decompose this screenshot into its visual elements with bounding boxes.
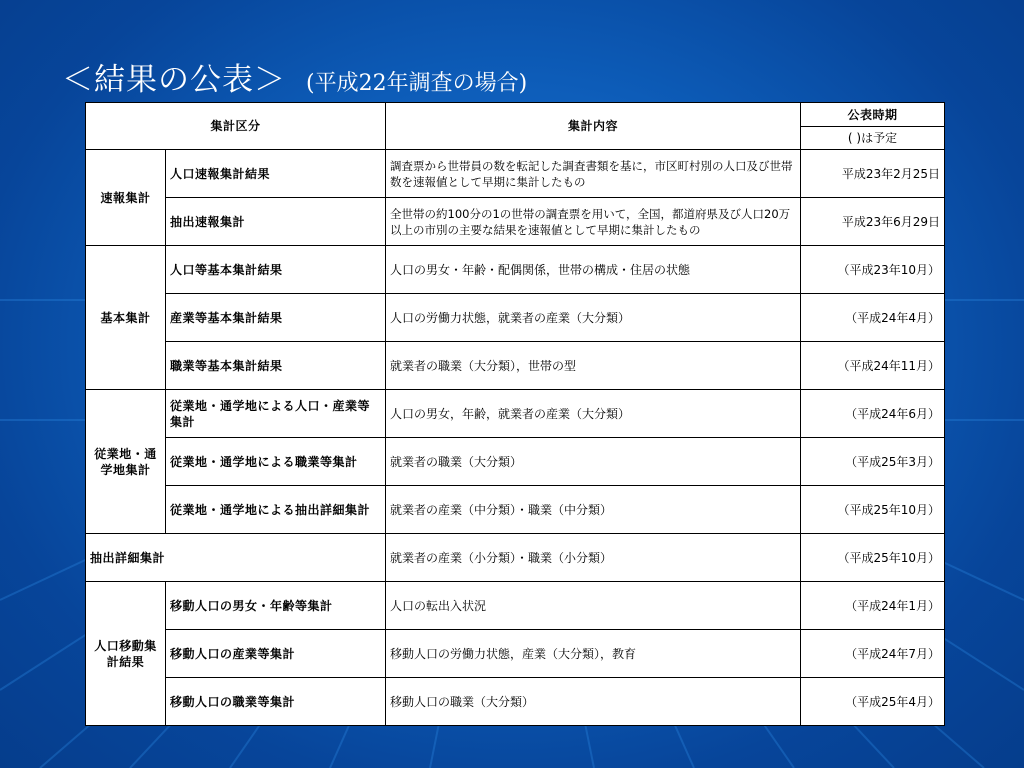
- row-period: （平成24年4月）: [801, 294, 945, 342]
- row-content: 就業者の産業（中分類）・職業（中分類）: [386, 486, 801, 534]
- group-label: 従業地・通学地集計: [86, 390, 166, 534]
- table-row: [86, 294, 945, 342]
- row-period: （平成24年6月）: [801, 390, 945, 438]
- row-content: 全世帯の約100分の1の世帯の調査票を用いて，全国，都道府県及び人口20万以上の市別の主要な結果を速報値として早期に集計したもの: [386, 198, 801, 246]
- row-period: （平成25年10月）: [801, 486, 945, 534]
- row-name: 人口速報集計結果: [166, 150, 386, 198]
- header-row: [86, 103, 945, 127]
- row-content: 移動人口の職業（大分類）: [386, 678, 801, 726]
- row-name: 人口等基本集計結果: [166, 246, 386, 294]
- row-name: 従業地・通学地による抽出詳細集計: [166, 486, 386, 534]
- table-row: [86, 246, 945, 294]
- row-name: 産業等基本集計結果: [166, 294, 386, 342]
- table-row: [86, 630, 945, 678]
- row-period: 平成23年6月29日: [801, 198, 945, 246]
- title-main: ＜結果の公表＞: [62, 62, 286, 98]
- row-period: （平成25年3月）: [801, 438, 945, 486]
- group-label: 抽出詳細集計: [86, 534, 386, 582]
- group-label: 速報集計: [86, 150, 166, 246]
- table-row: [86, 342, 945, 390]
- slide-title: [62, 54, 527, 99]
- row-name: 移動人口の男女・年齢等集計: [166, 582, 386, 630]
- table-row: [86, 678, 945, 726]
- row-content: 人口の男女，年齢，就業者の産業（大分類）: [386, 390, 801, 438]
- table-row: [86, 198, 945, 246]
- row-name: 移動人口の産業等集計: [166, 630, 386, 678]
- row-name: 抽出速報集計: [166, 198, 386, 246]
- table-row: [86, 486, 945, 534]
- row-period: （平成24年1月）: [801, 582, 945, 630]
- row-name: 従業地・通学地による人口・産業等集計: [166, 390, 386, 438]
- group-label: 人口移動集計結果: [86, 582, 166, 726]
- row-name: 移動人口の職業等集計: [166, 678, 386, 726]
- row-name: 職業等基本集計結果: [166, 342, 386, 390]
- row-period: （平成24年11月）: [801, 342, 945, 390]
- group-label: 基本集計: [86, 246, 166, 390]
- row-content: 人口の男女・年齢・配偶関係，世帯の構成・住居の状態: [386, 246, 801, 294]
- table-row: [86, 582, 945, 630]
- table-row: [86, 390, 945, 438]
- row-content: 就業者の産業（小分類）・職業（小分類）: [386, 534, 801, 582]
- title-sub: (平成22年調査の場合): [306, 71, 528, 96]
- row-period: 平成23年2月25日: [801, 150, 945, 198]
- row-period: （平成23年10月）: [801, 246, 945, 294]
- row-content: 人口の転出入状況: [386, 582, 801, 630]
- row-content: 就業者の職業（大分類）: [386, 438, 801, 486]
- row-content: 移動人口の労働力状態，産業（大分類），教育: [386, 630, 801, 678]
- row-content: 人口の労働力状態，就業者の産業（大分類）: [386, 294, 801, 342]
- row-period: （平成25年10月）: [801, 534, 945, 582]
- table-row: [86, 438, 945, 486]
- row-content: 就業者の職業（大分類），世帯の型: [386, 342, 801, 390]
- header-period: 公表時期: [801, 103, 945, 127]
- header-content: 集計内容: [386, 103, 801, 150]
- header-category: 集計区分: [86, 103, 386, 150]
- row-period: （平成25年4月）: [801, 678, 945, 726]
- row-name: 従業地・通学地による職業等集計: [166, 438, 386, 486]
- results-publication-table: [85, 102, 945, 726]
- row-period: （平成24年7月）: [801, 630, 945, 678]
- table-row: [86, 534, 945, 582]
- table-row: [86, 150, 945, 198]
- header-period-note: ( )は予定: [801, 127, 945, 150]
- row-content: 調査票から世帯員の数を転記した調査書類を基に，市区町村別の人口及び世帯数を速報値として早期に集計したもの: [386, 150, 801, 198]
